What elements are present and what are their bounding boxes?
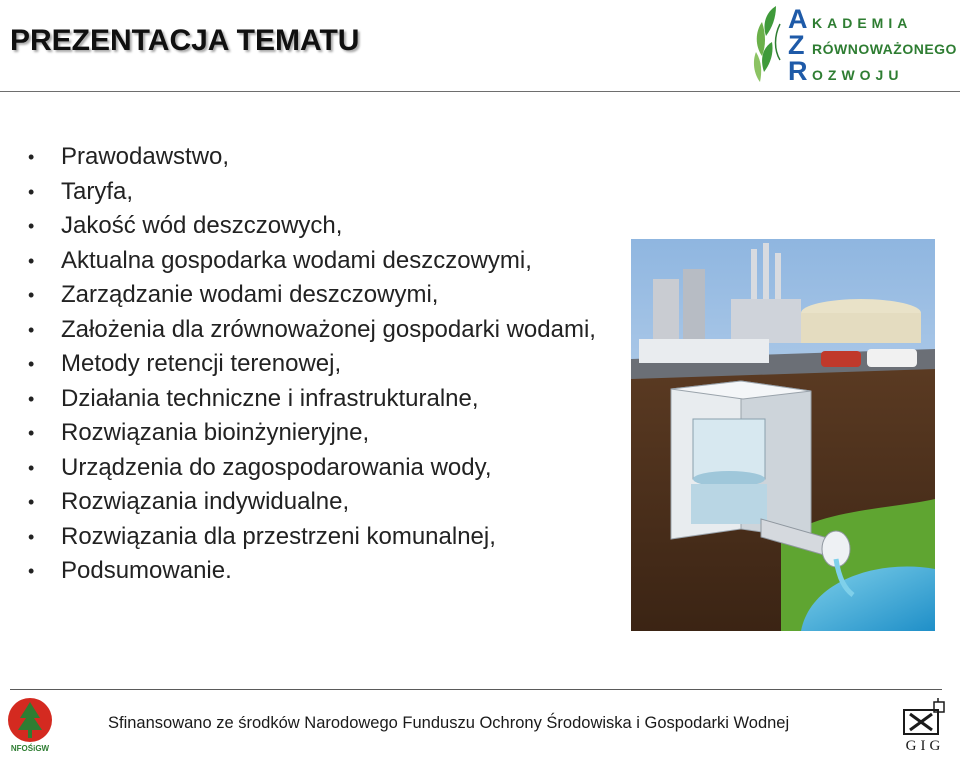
nfosigw-logo bbox=[4, 696, 56, 758]
nfosigw-label: NFOŚiGW bbox=[10, 744, 50, 753]
bullet: • bbox=[28, 457, 35, 478]
bullet: • bbox=[28, 388, 35, 409]
list-item: • Metody retencji terenowej, bbox=[28, 347, 628, 382]
bullet: • bbox=[28, 319, 35, 340]
list-item: • Rozwiązania indywidualne, bbox=[28, 485, 628, 520]
footer-divider bbox=[10, 689, 942, 690]
bullet: • bbox=[28, 285, 35, 305]
bullet: • bbox=[28, 354, 35, 374]
list-item: • Rozwiązania dla przestrzeni komunalnej, bbox=[28, 520, 628, 555]
bullet: • bbox=[28, 423, 35, 443]
logo-line3: OZWOJU bbox=[812, 67, 904, 83]
logo-line2: RÓWNOWAŻONEGO bbox=[812, 41, 957, 57]
list-item: • Aktualna gospodarka wodami deszczowymi, bbox=[28, 244, 628, 279]
list-item: • Jakość wód deszczowych, bbox=[28, 209, 628, 244]
list-item: • Prawodawstwo, bbox=[28, 140, 628, 175]
header-divider bbox=[0, 91, 960, 92]
slide-title: PREZENTACJA TEMATU bbox=[10, 24, 360, 57]
topic-list bbox=[28, 140, 628, 589]
logo-line1: KADEMIA bbox=[812, 15, 913, 31]
bullet: • bbox=[28, 250, 35, 271]
logo-cap-r: R bbox=[788, 56, 808, 86]
list-item: • Podsumowanie. bbox=[28, 554, 628, 589]
akademia-logo bbox=[752, 2, 958, 88]
logo-cap-a: A bbox=[788, 4, 808, 34]
gig-label: GIG bbox=[905, 738, 945, 754]
list-item: • Założenia dla zrównoważonej gospodarki wodami, bbox=[28, 313, 631, 348]
bullet: • bbox=[28, 561, 35, 581]
bullet: • bbox=[28, 216, 35, 236]
gig-logo bbox=[898, 698, 952, 758]
logo-cap-z: Z bbox=[788, 30, 805, 60]
bullet: • bbox=[28, 492, 35, 512]
green-leaf-logo-icon bbox=[752, 2, 792, 88]
nfosigw-tree-logo-icon bbox=[4, 696, 56, 744]
list-item: • Urządzenia do zagospodarowania wody, bbox=[28, 451, 628, 486]
bullet: • bbox=[28, 526, 35, 547]
stormwater-separator-illustration-icon bbox=[631, 239, 935, 631]
list-item: • Taryfa, bbox=[28, 175, 628, 210]
bullet: • bbox=[28, 147, 35, 167]
gig-mining-logo-icon bbox=[898, 698, 952, 738]
list-item: • Działania techniczne i infrastrukturalne, bbox=[28, 382, 628, 417]
funding-note: Sfinansowano ze środków Narodowego Funduszu Ochrony Środowiska i Gospodarki Wodnej bbox=[108, 714, 790, 732]
list-item: • Rozwiązania bioinżynieryjne, bbox=[28, 416, 628, 451]
list-item: • Zarządzanie wodami deszczowymi, bbox=[28, 278, 628, 313]
bullet: • bbox=[28, 181, 35, 202]
